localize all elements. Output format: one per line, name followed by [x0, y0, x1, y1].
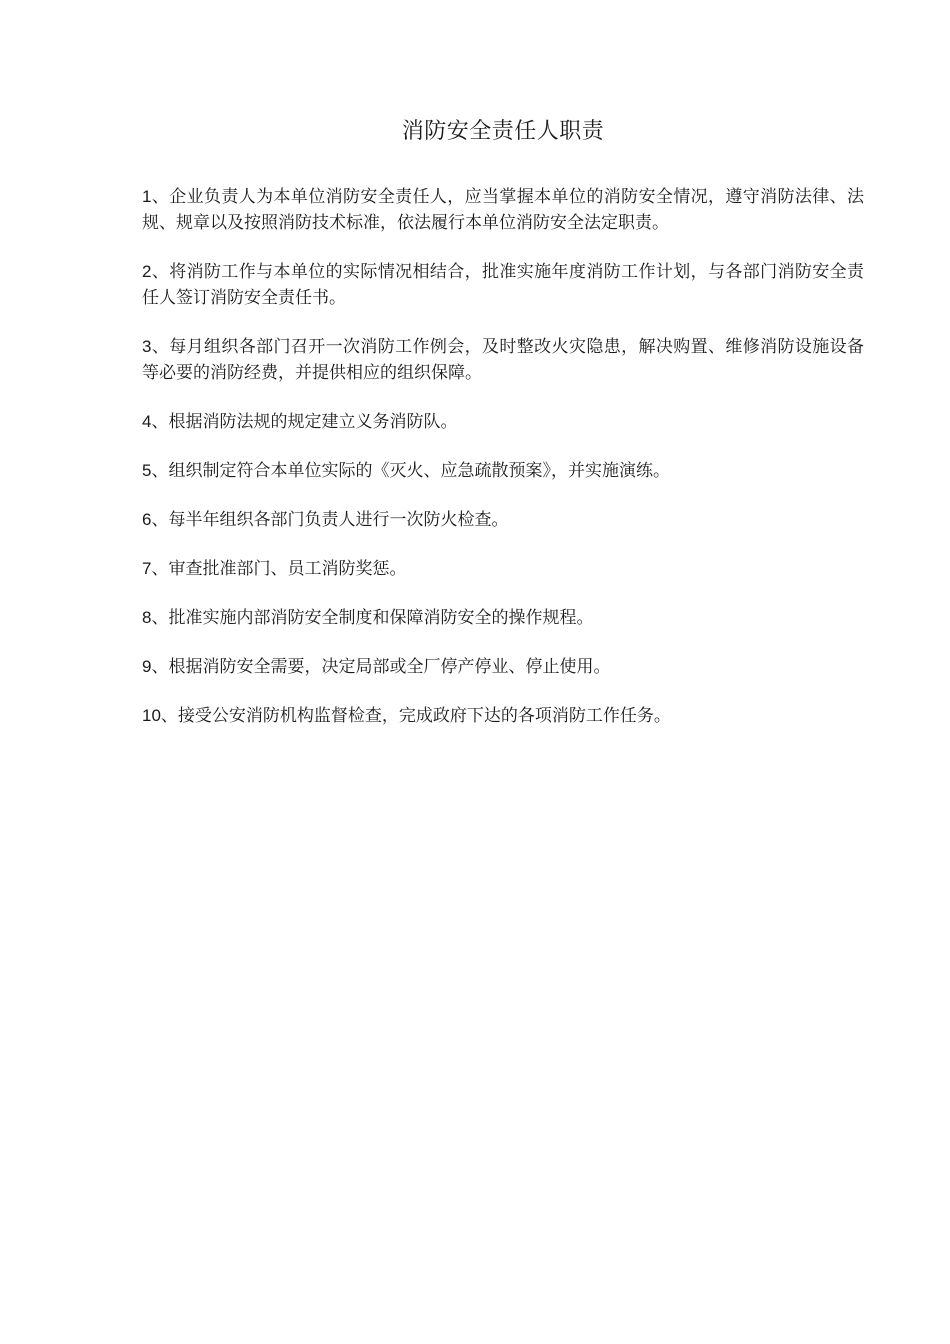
duty-item — [142, 409, 864, 435]
duty-number: 3 — [142, 337, 152, 356]
duty-item — [142, 334, 864, 386]
duty-text: 、根据消防法规的规定建立义务消防队。 — [151, 412, 458, 432]
duty-number: 7 — [142, 559, 152, 578]
duty-item — [142, 605, 864, 631]
duty-text: 、将消防工作与本单位的实际情况相结合，批准实施年度消防工作计划，与各部门消防安全责任人签订消防安全责任书。 — [142, 262, 864, 308]
duty-item — [142, 259, 864, 311]
duty-text: 、每半年组织各部门负责人进行一次防火检查。 — [151, 510, 509, 530]
duty-number: 4 — [142, 412, 152, 431]
duty-number: 10 — [142, 706, 161, 725]
duty-number: 5 — [142, 461, 152, 480]
duty-item — [142, 703, 864, 729]
duty-number: 6 — [142, 510, 152, 529]
duty-item — [142, 458, 864, 484]
duty-text: 、组织制定符合本单位实际的《灭火、应急疏散预案》，并实施演练。 — [151, 461, 670, 481]
duty-number: 1 — [142, 187, 152, 206]
duty-item — [142, 184, 864, 236]
duty-text: 、每月组织各部门召开一次消防工作例会，及时整改火灾隐患，解决购置、维修消防设施设备等必要的消防经费，并提供相应的组织保障。 — [142, 337, 864, 383]
duty-text: 、根据消防安全需要，决定局部或全厂停产停业、停止使用。 — [151, 657, 611, 677]
duty-list — [142, 184, 864, 752]
duty-number: 8 — [142, 608, 152, 627]
duty-item — [142, 654, 864, 680]
duty-number: 2 — [142, 262, 152, 281]
duty-text: 、企业负责人为本单位消防安全责任人，应当掌握本单位的消防安全情况，遵守消防法律、法规、规章以及按照消防技术标准，依法履行本单位消防安全法定职责。 — [142, 187, 864, 233]
duty-item — [142, 507, 864, 533]
duty-number: 9 — [142, 657, 152, 676]
duty-text: 、接受公安消防机构监督检查，完成政府下达的各项消防工作任务。 — [160, 706, 671, 726]
document-title: 消防安全责任人职责 — [401, 119, 605, 144]
duty-text: 、批准实施内部消防安全制度和保障消防安全的操作规程。 — [151, 608, 594, 628]
duty-text: 、审查批准部门、员工消防奖惩。 — [151, 559, 407, 579]
duty-item — [142, 556, 864, 582]
